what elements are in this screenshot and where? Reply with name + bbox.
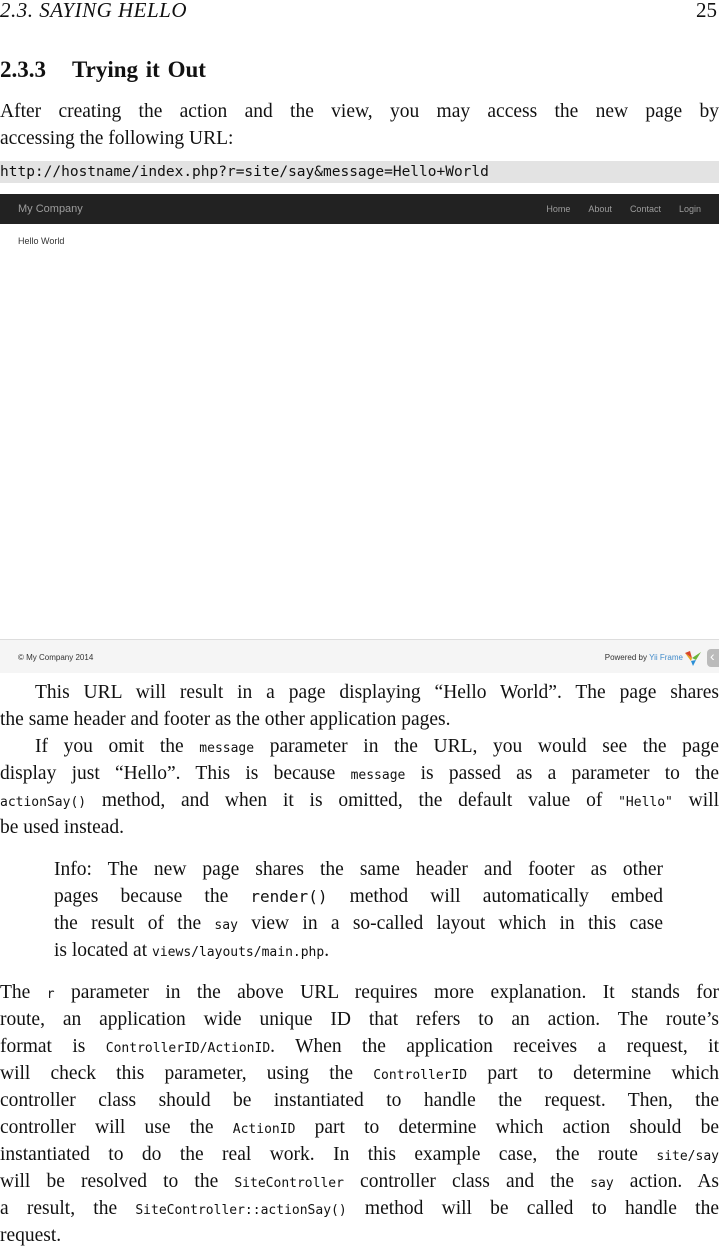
text-segment: view in a so-called layout which in this case [237,913,664,934]
text-segment: display just “Hello”. This is because [0,763,351,784]
chapter-heading: 2.3. SAYING HELLO [0,0,188,22]
text-line: request. [0,1225,62,1246]
text-segment: The [0,982,47,1003]
text-line: be used instead. [0,817,125,838]
text-segment: . [324,940,330,961]
text-segment: part to determine which [467,1063,719,1084]
framework-link[interactable]: Yii Frame [649,653,683,662]
text-segment: is located at [54,940,153,961]
section-title-text: Trying it Out [72,57,206,82]
screenshot-footer [0,639,719,673]
text-segment: will [672,790,719,811]
paragraph-route-explanation [0,979,719,1249]
text-line [0,979,719,1006]
inline-code: ControllerID/ActionID [105,1041,271,1056]
inline-code: message [350,768,406,783]
powered-by [605,640,683,673]
inline-code: message [199,741,255,756]
url-code-block: http://hostname/index.php?r=site/say&message=Hello+World [0,161,719,183]
text-segment: parameter in the above URL requires more explanation. It stands for [54,982,719,1003]
inline-code: render() [250,887,328,906]
text-segment: parameter in the URL, you would see the page [254,736,719,757]
text-line [0,1195,719,1222]
paragraph-result [0,679,719,733]
inline-code: say [590,1176,614,1191]
text-line [0,1033,719,1060]
section-number: 2.3.3 [0,57,46,82]
text-line [0,733,719,760]
section-title [0,57,206,83]
text-segment: instantiated to do the real work. In this example case, the route [0,1144,657,1165]
nav-item-home[interactable]: Home [546,204,571,214]
text-segment: controller class and the [343,1171,591,1192]
running-header [0,0,719,22]
footer-copyright: © My Company 2014 [18,653,94,662]
text-segment: method will be called to handle the [346,1198,719,1219]
text-line [0,787,719,814]
page-number: 25 [696,0,717,22]
nav-item-contact[interactable]: Contact [629,204,661,214]
info-note [54,856,663,964]
inline-code: ControllerID [373,1068,468,1083]
powered-by-label: Powered by [604,653,647,662]
text-line: controller class should be instantiated to handle the request. Then, the [0,1090,719,1111]
text-line: This URL will result in a page displaying “Hello World”. The page shares [35,682,719,703]
text-line: accessing the following URL: [0,128,234,149]
text-segment: is passed as a parameter to the [405,763,719,784]
text-line [0,1060,719,1087]
inline-code: r [46,987,55,1002]
text-line [54,883,663,910]
text-line [54,937,663,964]
inline-code: views/layouts/main.php [152,945,325,960]
inline-code: ActionID [232,1122,296,1137]
page-content-hello: Hello World [18,236,65,246]
text-segment: method will automatically embed [327,886,663,907]
text-line: Info: The new page shares the same header and footer as other [54,859,663,880]
text-segment: . When the application receives a request, it [270,1036,719,1057]
browser-screenshot [0,194,719,673]
brand-link[interactable]: My Company [18,203,83,215]
nav-item-about[interactable]: About [588,204,612,214]
text-line [0,1141,719,1168]
text-segment: method, and when it is omitted, the default value of [86,790,619,811]
text-line [0,1114,719,1141]
yii-logo-icon [683,649,705,667]
text-segment: If you omit the [35,736,200,757]
text-segment: pages because the [54,886,251,907]
side-scroll-tab[interactable] [707,649,719,667]
text-segment: part to determine which action should be [295,1117,719,1138]
inline-code: SiteController::actionSay() [135,1203,347,1218]
text-segment: action. As [613,1171,719,1192]
inline-code: actionSay() [0,795,87,810]
screenshot-navbar [0,194,719,224]
text-segment: the result of the [54,913,215,934]
inline-code: "Hello" [618,795,673,810]
paragraph-omit-message [0,733,719,841]
intro-paragraph [0,98,719,152]
text-line: After creating the action and the view, you may access the new page by [0,101,719,122]
text-line [0,1168,719,1195]
text-segment: a result, the [0,1198,136,1219]
text-segment: controller will use the [0,1117,233,1138]
inline-code: SiteController [234,1176,344,1191]
inline-code: site/say [656,1149,719,1164]
text-segment: will be resolved to the [0,1171,235,1192]
nav-menu [537,194,719,224]
text-line [0,760,719,787]
text-segment: will check this parameter, using the [0,1063,374,1084]
text-line: the same header and footer as the other application pages. [0,709,451,730]
text-segment: format is [0,1036,106,1057]
inline-code: say [214,918,238,933]
text-line [54,910,663,937]
text-line: route, an application wide unique ID that refers to an action. The route’s [0,1009,719,1030]
nav-item-login[interactable]: Login [678,204,701,214]
